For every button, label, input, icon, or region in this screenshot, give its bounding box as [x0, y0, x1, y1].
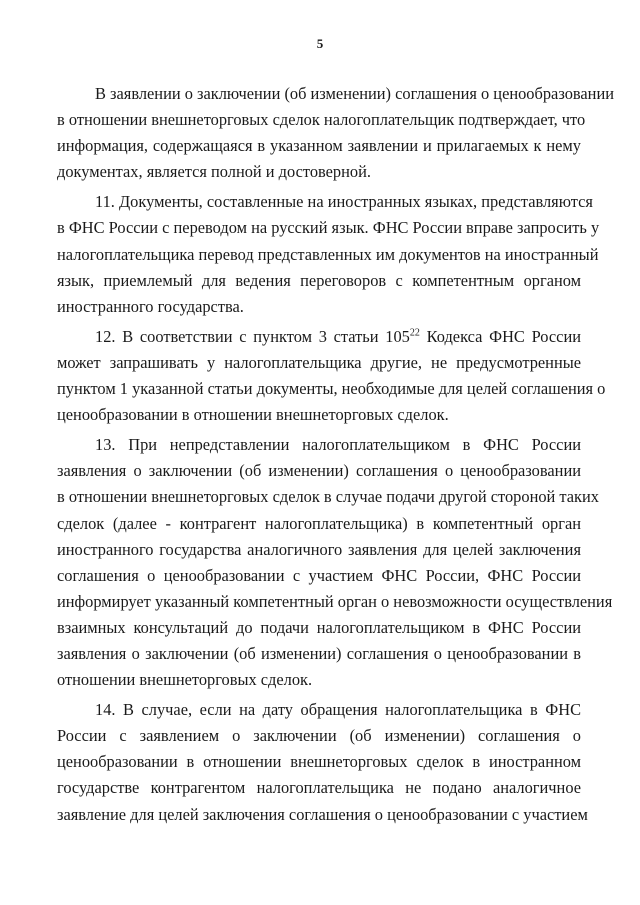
text-line: налогоплательщика перевод представленных им документов на иностранный — [57, 244, 599, 264]
paragraph-12 — [57, 324, 606, 428]
text-line: информирует указанный компетентный орган о невозможности осуществления — [57, 591, 613, 611]
text-line: документах, является полной и достоверной. — [57, 162, 371, 182]
text-line: государстве контрагентом налогоплательщика не подано аналогичное — [57, 778, 581, 798]
text-line: ценообразовании в отношении внешнеторговых сделок. — [57, 405, 449, 425]
text-line: России с заявлением о заключении (об изменении) соглашения о — [57, 726, 581, 746]
text-line: В заявлении о заключении (об изменении) соглашения о ценообразовании — [95, 84, 615, 103]
text-line: 11. Документы, составленные на иностранных языках, представляются — [95, 192, 593, 212]
text-line: язык, приемлемый для ведения переговоров с компетентным органом — [57, 270, 581, 290]
text-line-head: 12. В соответствии с пунктом 3 статьи 105 — [95, 326, 410, 346]
text-line: в ФНС России с переводом на русский язык. ФНС России вправе запросить у — [57, 218, 600, 238]
text-line-tail: Кодекса ФНС России — [419, 326, 581, 346]
text-line: заявление для целей заключения соглашения о ценообразовании с участием — [57, 804, 588, 824]
text-line: в отношении внешнеторговых сделок в случае подачи другой стороной таких — [57, 487, 599, 507]
text-line: отношении внешнеторговых сделок. — [57, 670, 313, 690]
text-line: информация, содержащаяся в указанном заявлении и прилагаемых к нему — [57, 136, 581, 156]
page-number: 5 — [316, 36, 324, 51]
paragraph-11 — [57, 189, 600, 319]
text-line: заявления о заключении (об изменении) соглашения о ценообразовании — [57, 461, 581, 481]
text-line: пунктом 1 указанной статьи документы, необходимые для целей соглашения о — [57, 379, 606, 399]
text-line: 14. В случае, если на дату обращения налогоплательщика в ФНС — [95, 700, 581, 720]
text-line: соглашения о ценообразовании с участием ФНС России, ФНС России — [57, 565, 581, 585]
text-line: 13. При непредставлении налогоплательщиком в ФНС России — [95, 435, 581, 455]
text-line: сделок (далее - контрагент налогоплательщика) в компетентный орган — [57, 513, 581, 533]
paragraph-13 — [57, 432, 613, 693]
text-line: иностранного государства. — [57, 296, 244, 316]
text-line: ценообразовании в отношении внешнеторговых сделок в иностранном — [57, 752, 581, 772]
text-line: в отношении внешнеторговых сделок налогоплательщик подтверждает, что — [57, 110, 586, 130]
text-line: иностранного государства аналогичного заявления для целей заключения — [57, 539, 581, 559]
paragraph-1 — [57, 81, 615, 185]
footnote-ref: 22 — [409, 327, 420, 339]
text-line: может запрашивать у налогоплательщика другие, не предусмотренные — [57, 352, 581, 372]
text-line: взаимных консультаций до подачи налогоплательщиком в ФНС России — [57, 617, 581, 637]
text-line — [57, 324, 581, 350]
paragraph-14 — [57, 697, 588, 827]
text-line: заявления о заключении (об изменении) соглашения о ценообразовании в — [57, 643, 581, 663]
document-body — [57, 81, 615, 828]
